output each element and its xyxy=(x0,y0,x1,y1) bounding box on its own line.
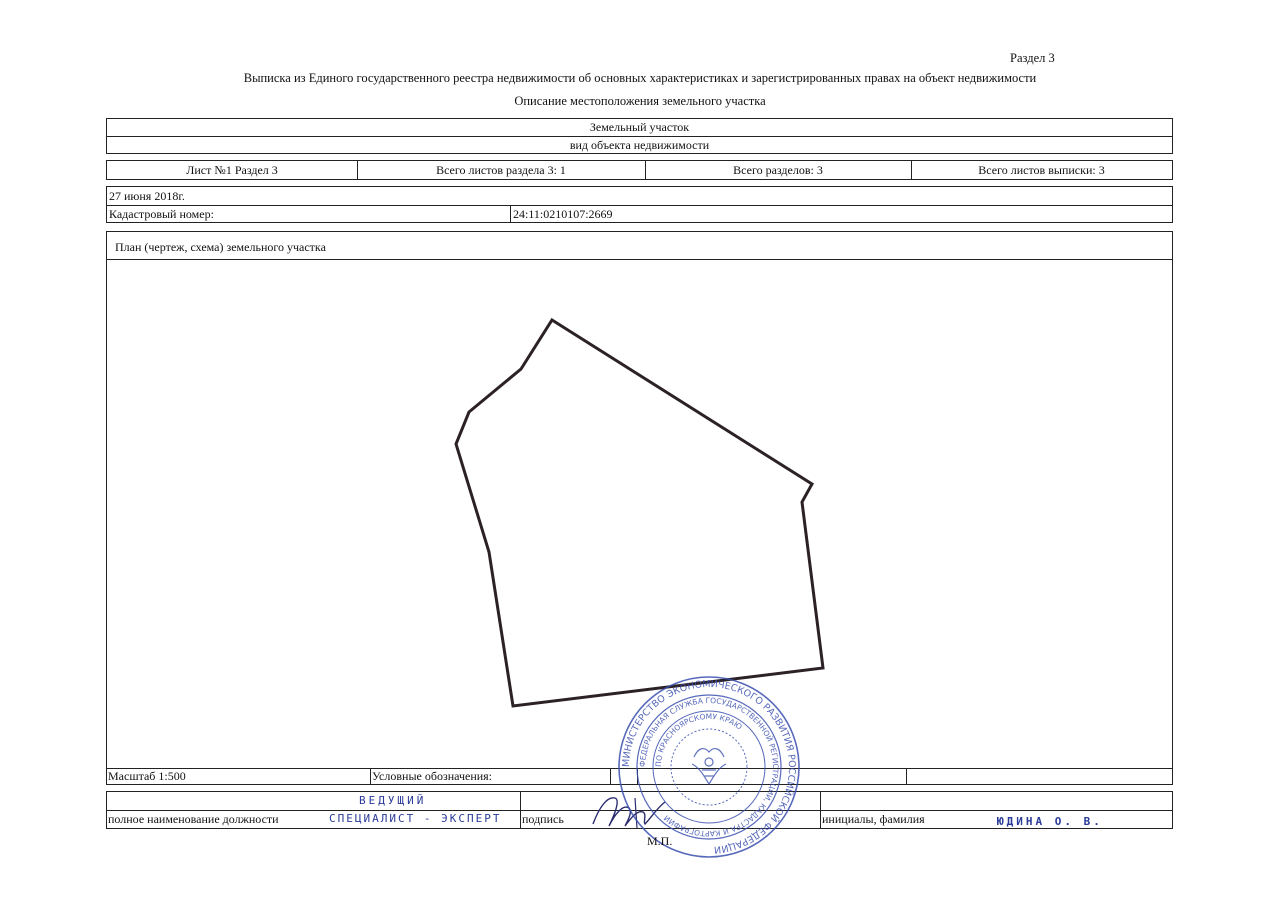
document-date: 27 июня 2018г. xyxy=(109,189,185,203)
eagle-emblem-icon xyxy=(692,749,726,784)
cadastral-label: Кадастровый номер: xyxy=(109,207,214,221)
total-sheets-section: Всего листов раздела 3: 1 xyxy=(436,163,566,177)
cadastral-number: 24:11:0210107:2669 xyxy=(513,207,613,221)
scale-label: Масштаб 1:500 xyxy=(108,769,186,783)
signature-label: подпись xyxy=(522,812,564,826)
object-type: Земельный участок xyxy=(589,120,690,134)
land-plot-boundary xyxy=(456,320,823,706)
legend-label: Условные обозначения: xyxy=(372,769,493,783)
object-type-caption: вид объекта недвижимости xyxy=(569,138,710,152)
stamp-outer-text: МИНИСТЕРСТВО ЭКОНОМИЧЕСКОГО РАЗВИТИЯ РОССИЙСКОЙ ФЕДЕРАЦИИ xyxy=(620,678,798,855)
sheet-number: Лист №1 Раздел 3 xyxy=(186,163,278,177)
plan-title: План (чертеж, схема) земельного участка xyxy=(115,240,326,254)
initials-label: инициалы, фамилия xyxy=(822,812,925,826)
position-value-line2: СПЕЦИАЛИСТ - ЭКСПЕРТ xyxy=(329,812,502,825)
total-sections: Всего разделов: 3 xyxy=(733,163,823,177)
position-label: полное наименование должности xyxy=(108,812,279,826)
stamp-inner-text: ФЕДЕРАЛЬНАЯ СЛУЖБА ГОСУДАРСТВЕННОЙ РЕГИСТРАЦИИ, КАДАСТРА И КАРТОГРАФИИ xyxy=(637,695,781,839)
mp-label: М.П. xyxy=(647,834,673,848)
stamp-region-text: ПО КРАСНОЯРСКОМУ КРАЮ xyxy=(653,711,744,768)
section-label: Раздел 3 xyxy=(1010,51,1055,65)
official-stamp xyxy=(614,672,804,862)
total-sheets-extract: Всего листов выписки: 3 xyxy=(978,163,1105,177)
initials-value: ЮДИНА О. В. xyxy=(997,815,1103,828)
position-value-line1: ВЕДУЩИЙ xyxy=(359,794,427,807)
document-title: Выписка из Единого государственного реестра недвижимости об основных характеристиках и зарегистрированных правах на объект недвижимости xyxy=(243,71,1037,85)
document-subtitle: Описание местоположения земельного участка xyxy=(514,94,766,108)
